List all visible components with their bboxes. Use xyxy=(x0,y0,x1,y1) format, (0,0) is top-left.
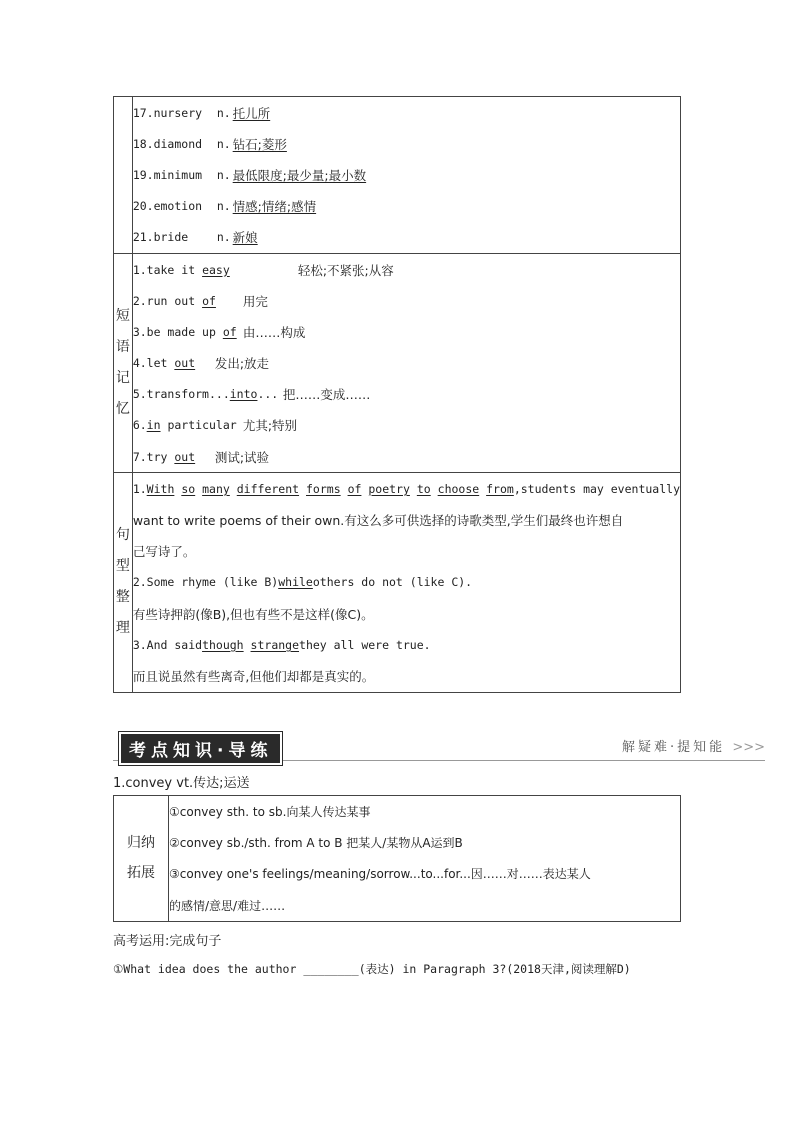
phrase-part: 1.take it xyxy=(132,262,203,277)
vocab-word: 21.bride xyxy=(132,230,189,245)
phrase-row xyxy=(133,285,680,316)
sentence-category-label xyxy=(114,473,133,692)
vocab-meaning: 最低限度;最少量;最小数 xyxy=(232,167,367,183)
phrase-english xyxy=(133,325,243,339)
category-char: 语 xyxy=(115,339,130,356)
phrase-part: 2.run out xyxy=(132,293,203,308)
vocab-meaning: 钻石;菱形 xyxy=(232,136,287,152)
phrase-row xyxy=(133,379,680,410)
vocab-word: 18.diamond xyxy=(132,136,203,151)
phrase-meaning: 由……构成 xyxy=(242,324,306,340)
sentence-1-line-3: 己写诗了。 xyxy=(132,544,196,560)
vocab-meaning: 托儿所 xyxy=(232,105,271,121)
sentence-2-translation: 有些诗押韵(像B),但也有些不是这样(像C)。 xyxy=(132,606,374,622)
phrase-part: 5.transform... xyxy=(132,387,230,402)
phrase-row xyxy=(133,316,680,347)
category-text: 归纳 xyxy=(127,835,155,852)
vocab-pos: n. xyxy=(216,105,231,120)
question-1: ①What idea does the author ________(表达) in Paragraph 3?(2018天津,阅读理解D) xyxy=(113,962,631,976)
expand-list xyxy=(169,796,681,922)
category-char: 理 xyxy=(115,620,130,637)
phrase-key-word: of xyxy=(222,324,237,339)
phrase-row xyxy=(133,441,680,472)
phrase-key-word: out xyxy=(174,356,196,371)
expand-line: ②convey sb./sth. from A to B 把某人/某物从A运到B xyxy=(169,836,463,851)
vocab-pos: n. xyxy=(216,230,231,245)
sentence-1-line-1: 1. With so many different forms of poetry to choose from ,students may eventually xyxy=(132,481,680,496)
category-char: 忆 xyxy=(115,401,130,418)
phrase-english xyxy=(133,387,283,401)
phrase-english xyxy=(133,294,243,308)
section-header xyxy=(113,730,765,761)
category-char: 整 xyxy=(115,589,130,606)
vocab-pos: n. xyxy=(216,136,231,151)
phrase-meaning: 把……变成…… xyxy=(282,387,371,403)
point-title: 1.convey vt.传达;运送 xyxy=(113,776,250,791)
phrase-category-label xyxy=(114,253,133,472)
phrase-row xyxy=(133,348,680,379)
phrase-key-word: easy xyxy=(202,262,230,277)
phrase-part: 4.let xyxy=(132,356,175,371)
category-char: 记 xyxy=(115,370,130,387)
key-word: of xyxy=(347,481,362,496)
vocab-pos: n. xyxy=(216,199,231,214)
phrase-meaning: 用完 xyxy=(242,293,268,309)
phrase-meaning: 尤其;特别 xyxy=(242,418,298,434)
expand-category-label xyxy=(114,796,169,922)
phrase-key-word: of xyxy=(202,293,216,308)
phrase-part: 3.be made up xyxy=(132,324,223,339)
phrase-english xyxy=(133,418,243,432)
phrase-list xyxy=(132,253,680,472)
phrase-english xyxy=(133,450,215,464)
vocab-category-cell xyxy=(114,97,133,254)
vocab-word: 17.nursery xyxy=(132,105,203,120)
key-word: forms xyxy=(306,481,341,496)
phrase-row xyxy=(133,410,680,441)
usage-title: 高考运用:完成句子 xyxy=(113,934,222,949)
phrase-meaning: 轻松;不紧张;从容 xyxy=(297,262,394,278)
vocab-word: 19.minimum xyxy=(132,167,203,182)
vocab-row xyxy=(133,159,680,190)
vocab-row xyxy=(133,97,680,128)
key-word: poetry xyxy=(368,481,410,496)
phrase-meaning: 发出;放走 xyxy=(214,356,270,372)
key-word: With xyxy=(146,481,175,496)
section-subtitle: 解疑难·提知能 >>> xyxy=(622,740,765,755)
chevrons-icon: >>> xyxy=(732,740,765,755)
vocab-meaning: 新娘 xyxy=(232,230,258,246)
phrase-part: ... xyxy=(257,387,279,402)
phrase-part: 6. xyxy=(132,418,147,433)
vocab-meaning: 情感;情绪;感情 xyxy=(232,199,317,215)
vocab-row xyxy=(133,222,680,253)
sentence-1-line-2: want to write poems of their own.有这么多可供选择的诗歌类型,学生们最终也许想自 xyxy=(132,513,624,529)
expand-line: ①convey sth. to sb.向某人传达某事 xyxy=(169,805,371,820)
vocab-list xyxy=(132,97,680,254)
key-word: different xyxy=(236,481,300,496)
phrase-key-word: out xyxy=(174,449,196,464)
section-title: 考点知识·导练 xyxy=(119,732,282,765)
vocab-row xyxy=(133,191,680,222)
category-text: 拓展 xyxy=(127,865,155,882)
sentence-list xyxy=(132,473,680,692)
key-word: so xyxy=(181,481,196,496)
expand-line: ③convey one's feelings/meaning/sorrow...to...for...因……对……表达某人 xyxy=(169,867,591,882)
sentence-3-translation: 而且说虽然有些离奇,但他们却都是真实的。 xyxy=(132,668,375,684)
vocab-table xyxy=(113,96,681,693)
vocab-word: 20.emotion xyxy=(132,199,203,214)
expand-line: 的感情/意思/难过…… xyxy=(169,898,286,913)
category-char: 短 xyxy=(115,308,130,325)
key-word: choose xyxy=(437,481,480,496)
phrase-english xyxy=(133,356,215,370)
category-char: 句 xyxy=(115,527,130,544)
category-char: 型 xyxy=(115,558,130,575)
vocab-pos: n. xyxy=(216,167,231,182)
key-word: to xyxy=(416,481,431,496)
phrase-key-word: into xyxy=(229,387,258,402)
phrase-part: particular xyxy=(160,418,237,433)
phrase-part: 7.try xyxy=(132,449,175,464)
key-word: from xyxy=(486,481,514,496)
vocab-row xyxy=(133,128,680,159)
sentence-2: 2.Some rhyme (like B) while others do not (like C). xyxy=(132,575,473,590)
phrase-meaning: 测试;试验 xyxy=(214,449,270,465)
phrase-english xyxy=(133,263,298,277)
phrase-key-word: in xyxy=(146,418,161,433)
key-word: many xyxy=(202,481,230,496)
phrase-row xyxy=(133,254,680,285)
expand-table xyxy=(113,795,681,922)
sentence-3: 3.And said though strange they all were true. xyxy=(132,637,431,652)
